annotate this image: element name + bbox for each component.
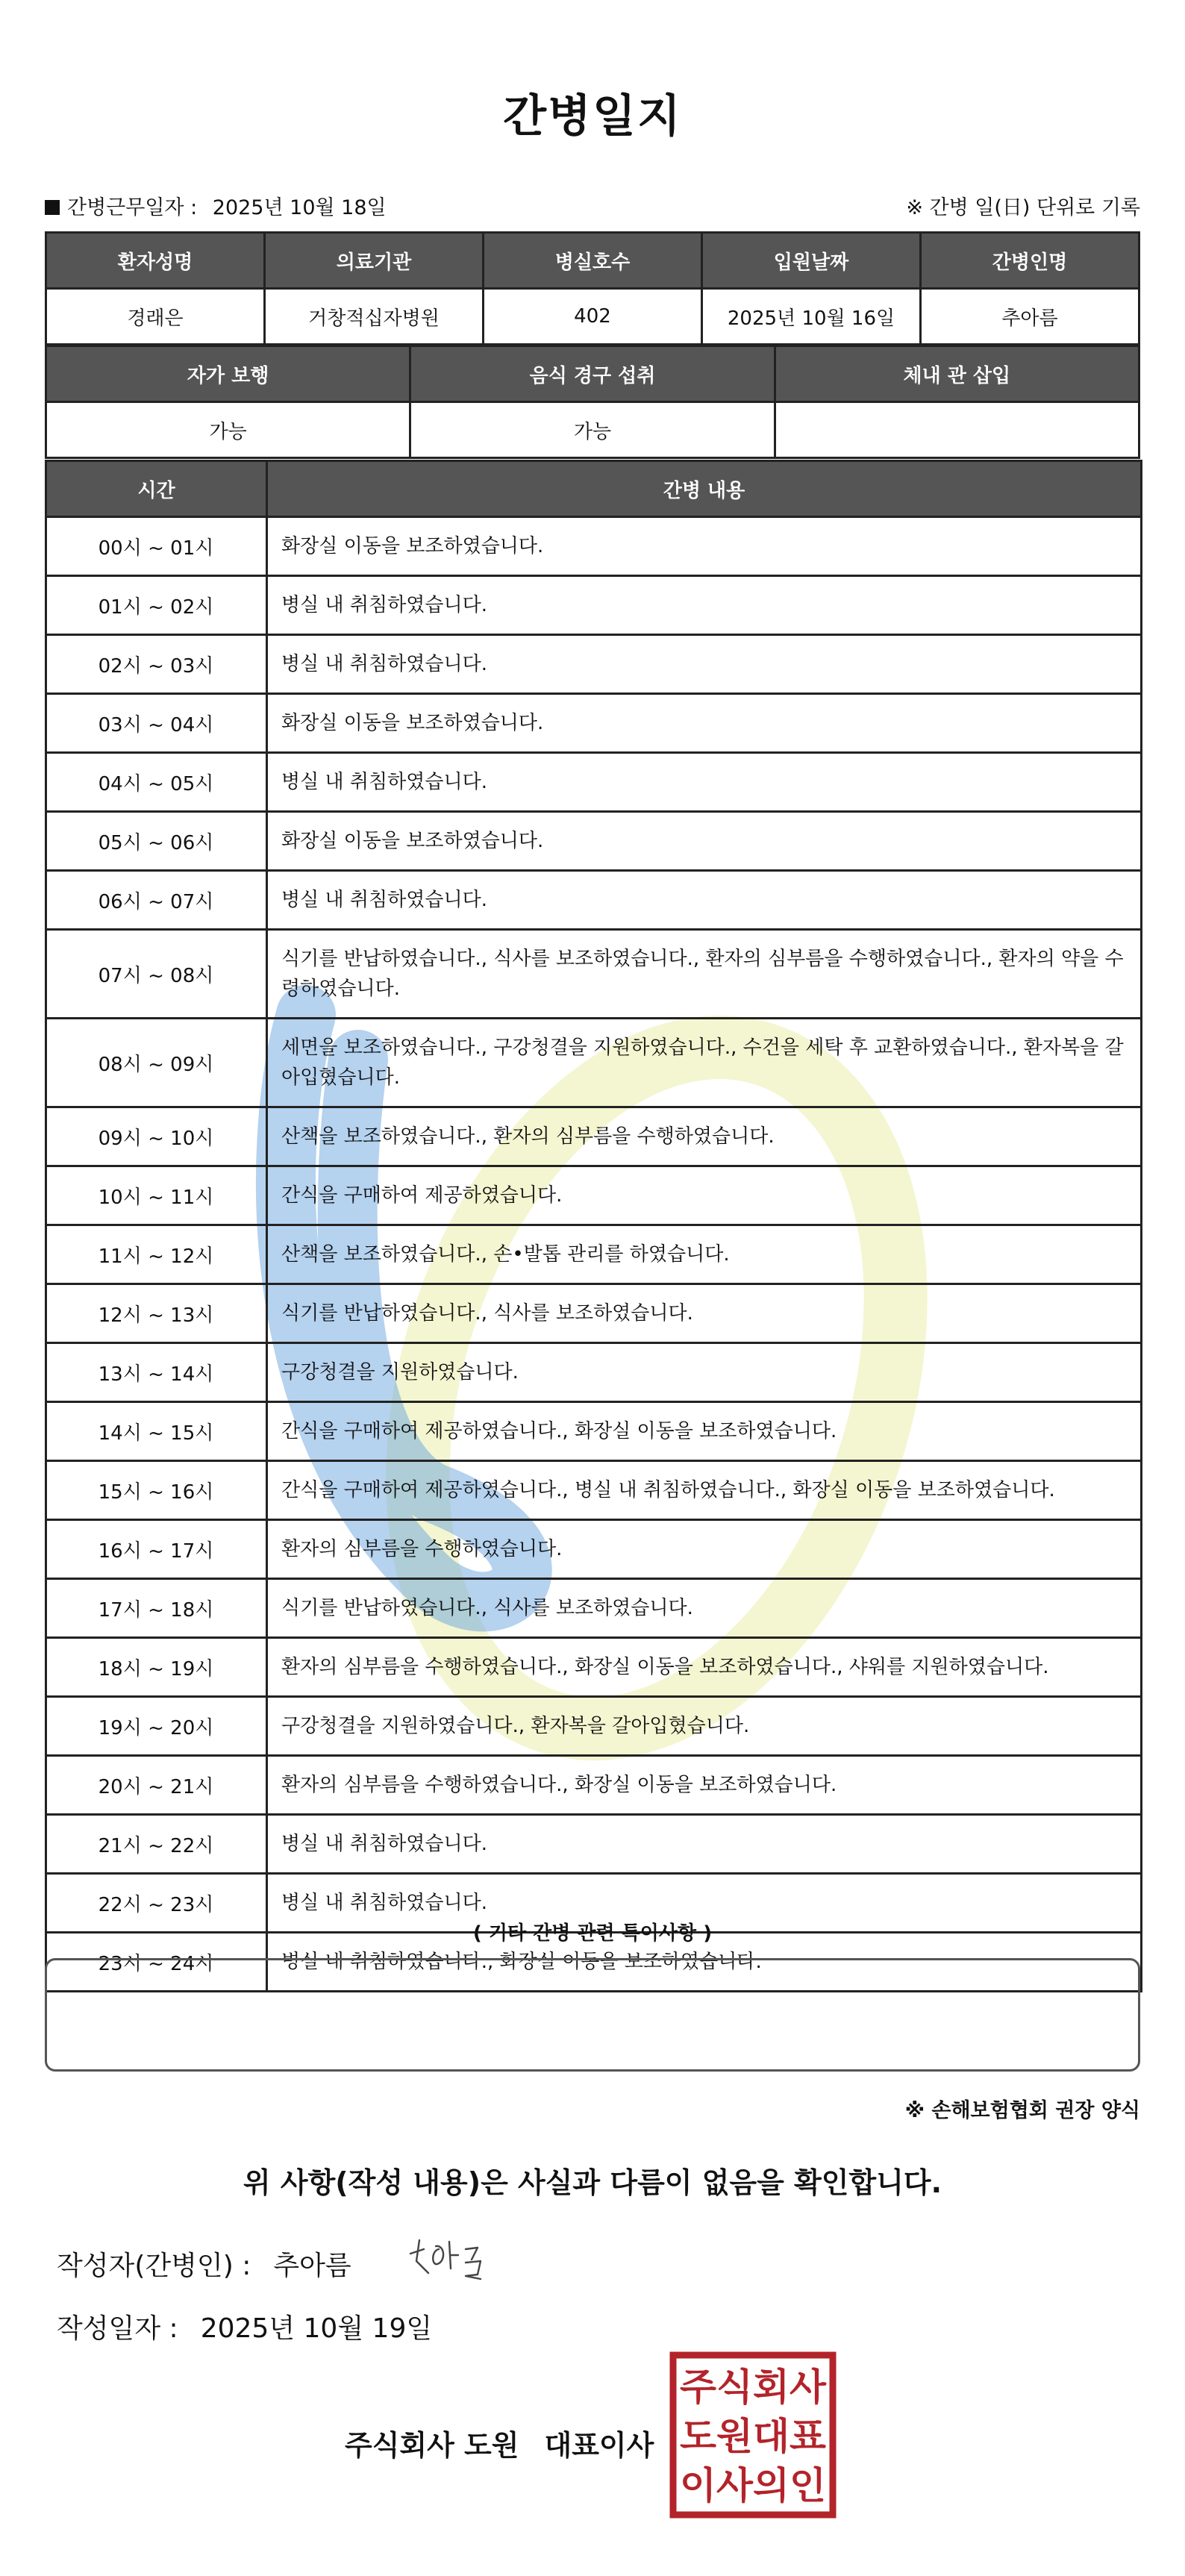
- log-content: 간식을 구매하여 제공하였습니다.: [267, 1166, 1142, 1225]
- log-time: 18시 ~ 19시: [46, 1638, 267, 1697]
- header-patient-name: 환자성명: [46, 233, 265, 289]
- work-date: [45, 191, 387, 220]
- log-row: [46, 1107, 1142, 1166]
- log-row: [46, 517, 1142, 576]
- recommend-note: ※ 손해보험협회 권장 양식: [904, 2099, 1140, 2122]
- log-content: 식기를 반납하였습니다., 식사를 보조하였습니다.: [267, 1284, 1142, 1343]
- seal-text-line: 도원대표: [680, 2415, 827, 2458]
- care-log-table: [45, 460, 1142, 1992]
- log-time: 08시 ~ 09시: [46, 1019, 267, 1107]
- log-time: 14시 ~ 15시: [46, 1402, 267, 1461]
- document-title: 간병일지: [503, 90, 682, 143]
- log-content: 간식을 구매하여 제공하였습니다., 병실 내 취침하였습니다., 화장실 이동을 보조하였습니다.: [267, 1461, 1142, 1520]
- log-row: [46, 753, 1142, 812]
- seal-text-line: 이사의인: [680, 2464, 826, 2507]
- log-time: 07시 ~ 08시: [46, 930, 267, 1019]
- log-row: [46, 1284, 1142, 1343]
- notes-title: ( 기타 간병 관련 특이사항 ): [472, 1922, 713, 1945]
- header-oral-intake: 음식 경구 섭취: [410, 346, 775, 402]
- write-date-label: 작성일자 :: [57, 2313, 178, 2344]
- log-content: 화장실 이동을 보조하였습니다.: [267, 812, 1142, 871]
- log-time: 10시 ~ 11시: [46, 1166, 267, 1225]
- log-content: 환자의 심부름을 수행하였습니다., 화장실 이동을 보조하였습니다., 샤워를 지원하였습니다.: [267, 1638, 1142, 1697]
- log-content: 화장실 이동을 보조하였습니다.: [267, 694, 1142, 753]
- log-content: 간식을 구매하여 제공하였습니다., 화장실 이동을 보조하였습니다.: [267, 1402, 1142, 1461]
- log-row: [46, 1402, 1142, 1461]
- header-caregiver-name: 간병인명: [921, 233, 1139, 289]
- patient-status-table: [45, 345, 1140, 459]
- log-time: 03시 ~ 04시: [46, 694, 267, 753]
- room-number: 402: [484, 289, 702, 345]
- log-row: [46, 1520, 1142, 1579]
- writer-line: [57, 2245, 351, 2283]
- log-row: [46, 1756, 1142, 1815]
- log-content: 병실 내 취침하였습니다.: [267, 576, 1142, 635]
- log-content: 산책을 보조하였습니다., 환자의 심부름을 수행하였습니다.: [267, 1107, 1142, 1166]
- log-content: 산책을 보조하였습니다., 손•발톱 관리를 하였습니다.: [267, 1225, 1142, 1284]
- patient-name: 경래은: [46, 289, 265, 345]
- log-time: 12시 ~ 13시: [46, 1284, 267, 1343]
- log-time: 04시 ~ 05시: [46, 753, 267, 812]
- company-representative: 대표이사: [544, 2429, 654, 2462]
- square-bullet-icon: [45, 200, 60, 215]
- log-time: 19시 ~ 20시: [46, 1697, 267, 1756]
- log-time: 00시 ~ 01시: [46, 517, 267, 576]
- work-date-label: 간병근무일자 :: [67, 196, 198, 219]
- log-time: 02시 ~ 03시: [46, 635, 267, 694]
- log-content: 식기를 반납하였습니다., 식사를 보조하였습니다.: [267, 1579, 1142, 1638]
- log-row: [46, 1815, 1142, 1874]
- log-time: 01시 ~ 02시: [46, 576, 267, 635]
- hospital: 거창적십자병원: [265, 289, 484, 345]
- log-content: 병실 내 취침하였습니다.: [267, 871, 1142, 930]
- log-content: 환자의 심부름을 수행하였습니다., 화장실 이동을 보조하였습니다.: [267, 1756, 1142, 1815]
- header-hospital: 의료기관: [265, 233, 484, 289]
- header-self-walking: 자가 보행: [46, 346, 410, 402]
- oral-intake: 가능: [410, 402, 775, 458]
- log-content: 병실 내 취침하였습니다.: [267, 753, 1142, 812]
- log-content: 화장실 이동을 보조하였습니다.: [267, 517, 1142, 576]
- log-row: [46, 1638, 1142, 1697]
- admission-date: 2025년 10월 16일: [702, 289, 921, 345]
- log-row: [46, 1461, 1142, 1520]
- company-signature-line: [345, 2422, 654, 2463]
- log-time: 22시 ~ 23시: [46, 1874, 267, 1933]
- log-time: 11시 ~ 12시: [46, 1225, 267, 1284]
- log-content: 구강청결을 지원하였습니다.: [267, 1343, 1142, 1402]
- log-content: 병실 내 취침하였습니다.: [267, 1874, 1142, 1933]
- log-row: [46, 694, 1142, 753]
- log-time: 05시 ~ 06시: [46, 812, 267, 871]
- company-name: 주식회사 도원: [345, 2429, 519, 2462]
- work-date-value: 2025년 10월 18일: [212, 196, 387, 219]
- log-time: 09시 ~ 10시: [46, 1107, 267, 1166]
- log-time: 15시 ~ 16시: [46, 1461, 267, 1520]
- write-date-value: 2025년 10월 19일: [200, 2313, 433, 2344]
- log-row: [46, 1019, 1142, 1107]
- company-seal-stamp: [669, 2351, 837, 2519]
- header-admission-date: 입원날짜: [702, 233, 921, 289]
- confirm-statement: 위 사항(작성 내용)은 사실과 다름이 없음을 확인합니다.: [243, 2166, 942, 2199]
- caregiver-name: 추아름: [921, 289, 1139, 345]
- log-row: [46, 576, 1142, 635]
- log-content: 식기를 반납하였습니다., 식사를 보조하였습니다., 환자의 심부름을 수행하였습니다., 환자의 약을 수령하였습니다.: [267, 930, 1142, 1019]
- log-content: 병실 내 취침하였습니다.: [267, 635, 1142, 694]
- log-time: 20시 ~ 21시: [46, 1756, 267, 1815]
- log-time: 16시 ~ 17시: [46, 1520, 267, 1579]
- handwritten-signature: [403, 2231, 515, 2291]
- log-time: 13시 ~ 14시: [46, 1343, 267, 1402]
- log-time: 21시 ~ 22시: [46, 1815, 267, 1874]
- header-care-content: 간병 내용: [267, 461, 1142, 517]
- log-row: [46, 930, 1142, 1019]
- tube-insertion: [775, 402, 1139, 458]
- writer-name: 추아름: [273, 2251, 351, 2281]
- log-row: [46, 1697, 1142, 1756]
- seal-text-line: 주식회사: [680, 2366, 827, 2409]
- log-row: [46, 1166, 1142, 1225]
- log-row: [46, 1579, 1142, 1638]
- header-time: 시간: [46, 461, 267, 517]
- log-content: 병실 내 취침하였습니다.: [267, 1815, 1142, 1874]
- log-content: 세면을 보조하였습니다., 구강청결을 지원하였습니다., 수건을 세탁 후 교환하였습니다., 환자복을 갈아입혔습니다.: [267, 1019, 1142, 1107]
- special-notes-field[interactable]: [45, 1958, 1140, 2072]
- log-time: 23시 ~ 24시: [46, 1933, 267, 1992]
- patient-info-table: [45, 231, 1140, 346]
- log-row: [46, 812, 1142, 871]
- log-row: [46, 1225, 1142, 1284]
- record-note: ※ 간병 일(日) 단위로 기록: [906, 196, 1140, 219]
- writer-label: 작성자(간병인) :: [57, 2251, 251, 2281]
- log-row: [46, 635, 1142, 694]
- self-walking: 가능: [46, 402, 410, 458]
- log-content: 환자의 심부름을 수행하였습니다.: [267, 1520, 1142, 1579]
- log-content: 구강청결을 지원하였습니다., 환자복을 갈아입혔습니다.: [267, 1697, 1142, 1756]
- log-time: 17시 ~ 18시: [46, 1579, 267, 1638]
- header-tube-insertion: 체내 관 삽입: [775, 346, 1139, 402]
- log-row: [46, 1343, 1142, 1402]
- log-time: 06시 ~ 07시: [46, 871, 267, 930]
- header-room-number: 병실호수: [484, 233, 702, 289]
- log-content: 병실 내 취침하였습니다., 화장실 이동을 보조하였습니다.: [267, 1933, 1142, 1992]
- log-row: [46, 871, 1142, 930]
- write-date-line: [57, 2307, 432, 2345]
